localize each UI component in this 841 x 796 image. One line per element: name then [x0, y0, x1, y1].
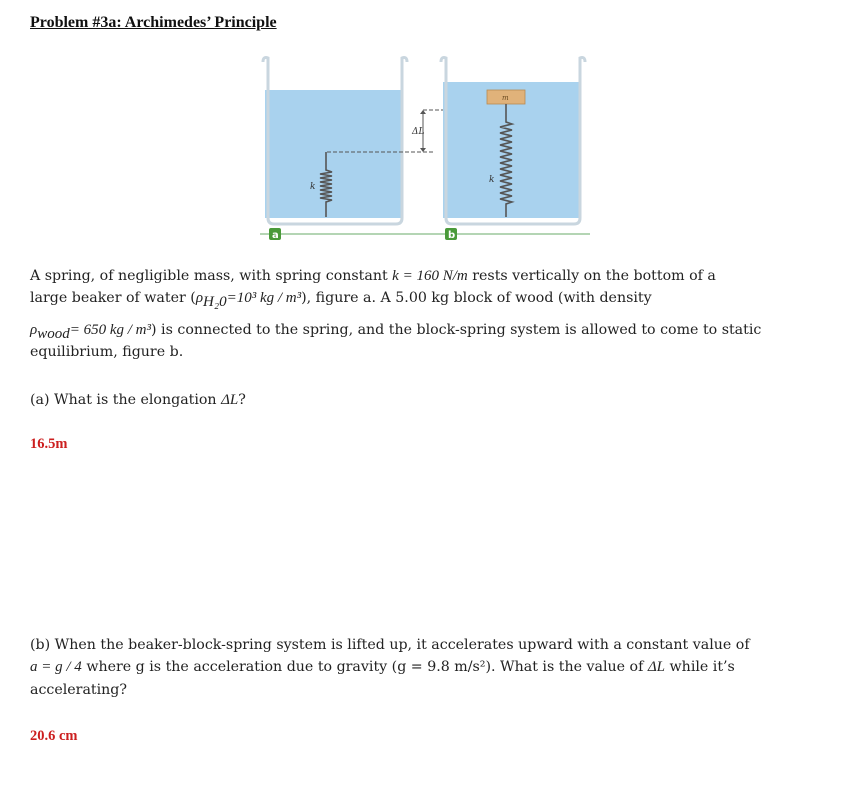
part-b-line-1: (b) When the beaker-block-spring system is lifted up, it accelerates upward with a constant value of: [30, 637, 750, 653]
label-b: b: [448, 230, 456, 241]
delta-l-symbol-b: ΔL: [647, 659, 666, 675]
part-b-answer: 20.6 cm: [30, 728, 78, 744]
intro-line-3: $\rho_{wood}= 650$ kg / m³) is connected to the spring, and the block-spring system is allowed to come to static: [30, 322, 762, 342]
part-a-answer: 16.5m: [30, 436, 68, 452]
part-b-line-3: accelerating?: [30, 682, 127, 698]
beaker-a: [263, 58, 407, 225]
spring-a-label: k: [310, 182, 316, 192]
intro-line-1: A spring, of negligible mass, with spring constant k = 160 N/m rests vertically on the bottom of a: [30, 268, 716, 284]
intro-line-2: large beaker of water ($\rho_{H_20}=10^3$ kg / m³), figure a. A 5.00 kg block of wood (with density: [30, 290, 652, 310]
intro-line-4: equilibrium, figure b.: [30, 344, 184, 360]
part-a-question: (a) What is the elongation ΔL?: [30, 392, 246, 408]
label-a: a: [272, 230, 279, 241]
k-expression: k = 160 N/m: [392, 268, 468, 284]
acceleration-expression: a = g / 4: [30, 659, 82, 675]
rho-water-expression: =10³ kg / m³: [226, 290, 302, 306]
rho-wood-expression: = 650 kg / m³: [69, 322, 151, 338]
beaker-figure: [255, 52, 595, 247]
part-b-line-2: a = g / 4 where g is the acceleration due to gravity (g = 9.8 m/s²). What is the value of ΔL while it’s: [30, 659, 735, 675]
spring-b-label: k: [489, 175, 495, 185]
block-label: m: [502, 94, 509, 102]
beaker-b: [441, 58, 585, 225]
delta-l-symbol: ΔL: [221, 392, 239, 408]
problem-title: Problem #3a: Archimedes’ Principle: [30, 14, 277, 31]
delta-l-label: ΔL: [412, 127, 425, 137]
